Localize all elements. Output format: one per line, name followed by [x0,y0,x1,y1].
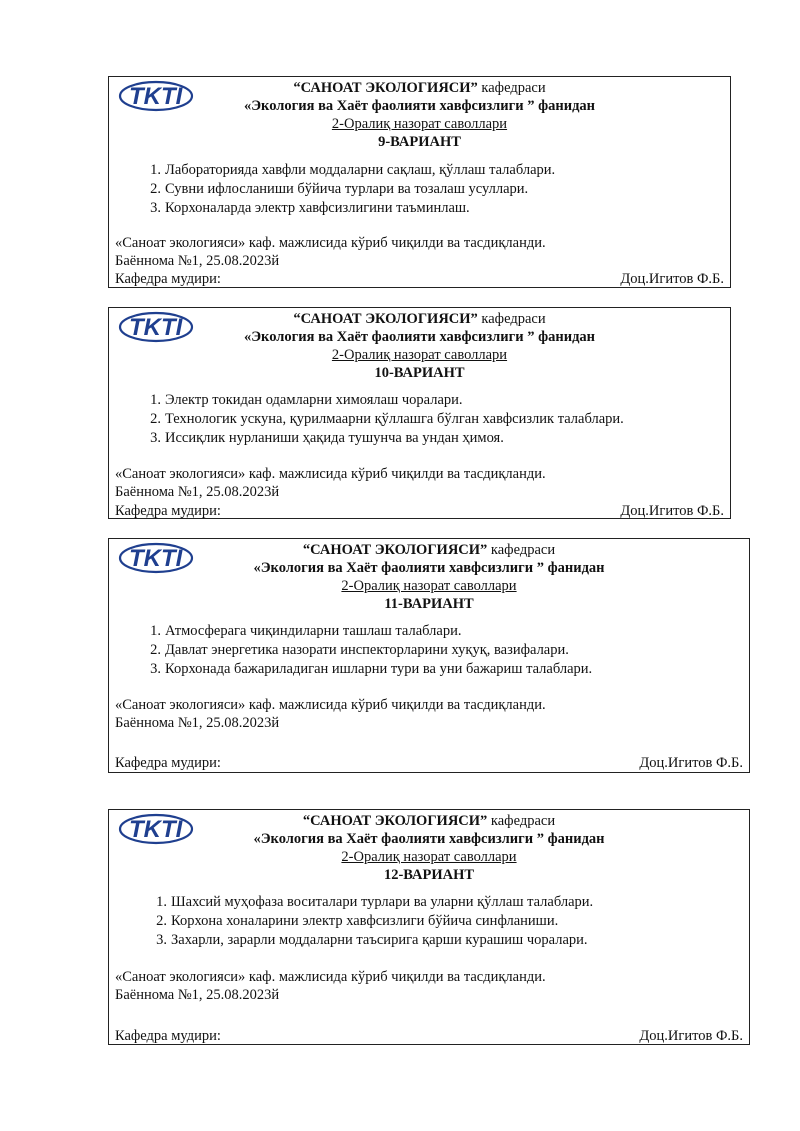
head-name: Доц.Игитов Ф.Б. [639,1028,743,1044]
list-item: 2. Корхона хоналарини электр хавфсизлиги бўйича синфланиши. [156,913,559,929]
head-label: Кафедра мудири: [115,271,221,287]
question-list [145,893,593,950]
list-item: 2. Сувни ифлосланиши бўйича турлари ва тозалаш усуллари. [150,181,529,197]
exam-title: 2-Оралиқ назорат саволлари [341,849,517,865]
svg-text:TKTI: TKTI [129,816,183,843]
head-label: Кафедра мудири: [115,755,221,771]
protocol-line: Баённома №1, 25.08.2023й [115,484,280,500]
subject-title: «Экология ва Хаёт фаолияти хавфсизлиги ” фанидан [243,98,596,114]
list-item: 1. Лабораторияда хавфли моддаларни сақлаш, қўллаш талаблари. [150,162,556,178]
variant-card [108,809,750,1045]
card-header [109,79,730,151]
svg-text:TKTI: TKTI [129,545,183,572]
head-label: Кафедра мудири: [115,1028,221,1044]
department-suffix: кафедраси [487,542,556,558]
protocol-line: Баённома №1, 25.08.2023й [115,253,280,269]
approval-note: «Саноат экологияси» каф. мажлисида кўриб чиқилди ва тасдиқланди. Баённома №1, 25.08.2023й [115,465,724,501]
approval-note: «Саноат экологияси» каф. мажлисида кўриб чиқилди ва тасдиқланди. Баённома №1, 25.08.2023й [115,968,743,1004]
card-header [109,541,749,613]
question-list [139,622,592,679]
list-item: 3. Корхонада бажариладиган ишларни тури ва уни бажариш талаблари. [150,661,593,677]
svg-text:TKTI: TKTI [129,83,183,110]
list-item: 3. Корхоналарда электр хавфсизлигини таъминлаш. [150,200,470,216]
signature-row [115,502,724,520]
card-header [109,812,749,884]
variant-title: 11-ВАРИАНТ [384,596,474,612]
exam-title: 2-Оралиқ назорат саволлари [341,578,517,594]
department-name: “САНОАТ ЭКОЛОГИЯСИ” [302,542,488,558]
variant-title: 9-ВАРИАНТ [378,134,461,150]
exam-title: 2-Оралиқ назорат саволлари [331,347,508,363]
approval-note: «Саноат экологияси» каф. мажлисида кўриб чиқилди ва тасдиқланди. Баённома №1, 25.08.2023й [115,696,743,732]
question-list [139,161,555,218]
exam-title: 2-Оралиқ назорат саволлари [331,116,508,132]
subject-title: «Экология ва Хаёт фаолияти хавфсизлиги ” фанидан [243,329,596,345]
head-name: Доц.Игитов Ф.Б. [620,271,724,287]
subject-title: «Экология ва Хаёт фаолияти хавфсизлиги ” фанидан [253,831,605,847]
department-suffix: кафедраси [477,311,546,327]
department-suffix: кафедраси [477,80,546,96]
variant-title: 12-ВАРИАНТ [383,867,475,883]
approval-note: «Саноат экологияси» каф. мажлисида кўриб чиқилди ва тасдиқланди. Баённома №1, 25.08.2023й [115,234,724,270]
department-name: “САНОАТ ЭКОЛОГИЯСИ” [293,80,478,96]
protocol-line: Баённома №1, 25.08.2023й [115,987,280,1003]
list-item: 2. Технологик ускуна, қурилмаарни қўллашга бўлган хавфсизлик талаблари. [150,411,624,427]
department-name: “САНОАТ ЭКОЛОГИЯСИ” [302,813,488,829]
department-name: “САНОАТ ЭКОЛОГИЯСИ” [293,311,478,327]
list-item: 3. Иссиқлик нурланиши ҳақида тушунча ва ундан ҳимоя. [150,430,504,446]
head-name: Доц.Игитов Ф.Б. [620,503,724,519]
department-suffix: кафедраси [487,813,556,829]
variant-card [108,76,731,288]
signature-row [115,270,724,288]
signature-row [115,754,743,772]
svg-text:TKTI: TKTI [129,314,183,341]
protocol-line: Баённома №1, 25.08.2023й [115,715,280,731]
variant-card [108,307,731,519]
head-label: Кафедра мудири: [115,503,221,519]
list-item: 1. Электр токидан одамларни химоялаш чоралари. [150,392,463,408]
subject-title: «Экология ва Хаёт фаолияти хавфсизлиги ” фанидан [253,560,605,576]
head-name: Доц.Игитов Ф.Б. [639,755,743,771]
card-header [109,310,730,382]
question-list [139,391,624,448]
list-item: 3. Захарли, зарарли моддаларни таъсирига қарши курашиш чоралари. [156,932,588,948]
variant-title: 10-ВАРИАНТ [374,365,465,381]
list-item: 2. Давлат энергетика назорати инспекторларини хуқуқ, вазифалари. [150,642,569,658]
list-item: 1. Шахсий муҳофаза воситалари турлари ва уларни қўллаш талаблари. [156,894,594,910]
list-item: 1. Атмосферага чиқиндиларни ташлаш талаблари. [150,623,462,639]
signature-row [115,1027,743,1045]
variant-card [108,538,750,773]
